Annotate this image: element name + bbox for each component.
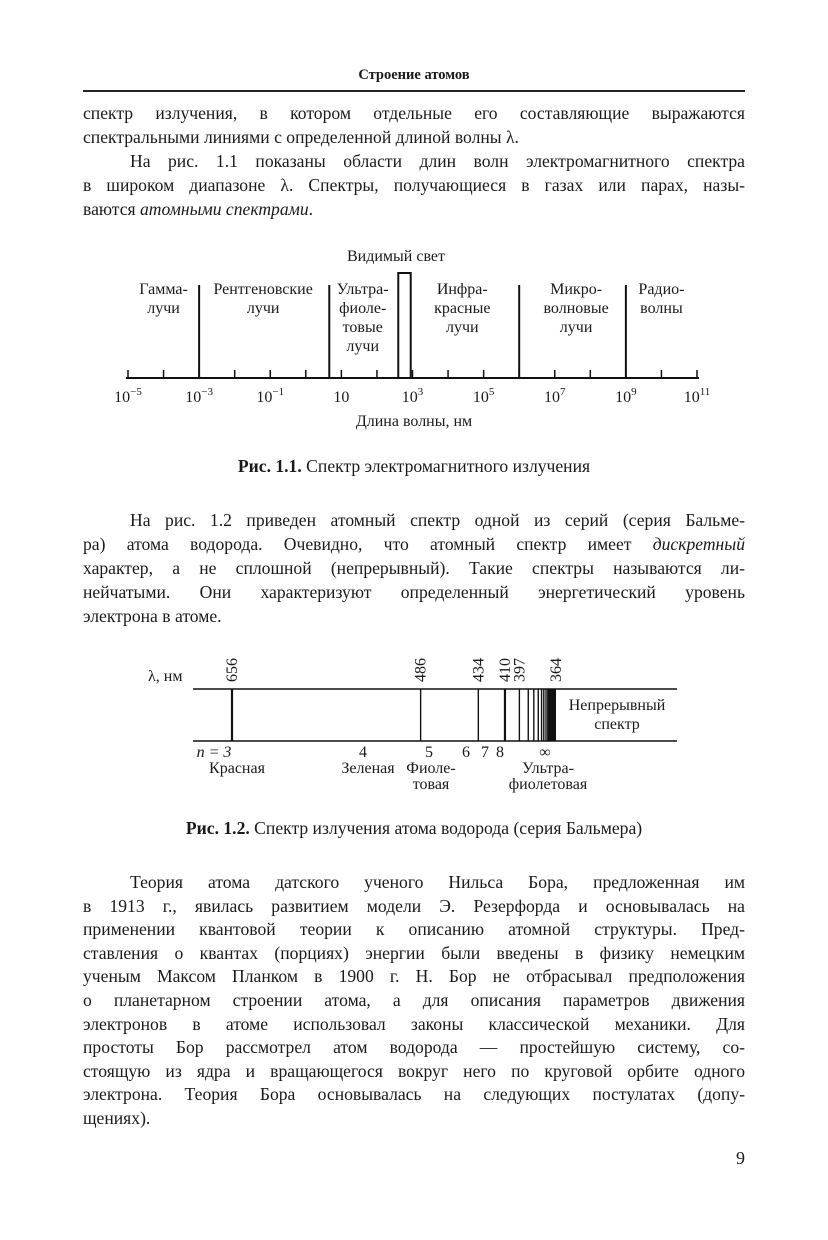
text-line bbox=[83, 989, 745, 1013]
tick-exponent: −3 bbox=[201, 386, 213, 398]
tick-exponent: 9 bbox=[631, 386, 637, 398]
region-label: Рентгеновские bbox=[213, 281, 313, 298]
region-label: лучи bbox=[346, 338, 380, 355]
n-label: 4 bbox=[359, 744, 367, 761]
n-label: 5 bbox=[425, 744, 433, 761]
text-line bbox=[83, 895, 745, 919]
text-segment: нейчатыми. Они характеризуют определенный энергетический уровень bbox=[83, 582, 745, 602]
text-segment: На рис. 1.1 показаны области длин волн электромагнитного спектра bbox=[130, 151, 745, 171]
caption-label: Рис. 1.2. bbox=[185, 818, 250, 838]
text-segment: спектральными линиями с определенной длиной волны λ. bbox=[83, 127, 519, 147]
tick-exponent: 3 bbox=[417, 386, 424, 398]
wavelength-label: 486 bbox=[412, 658, 430, 682]
text-line bbox=[83, 149, 745, 173]
text-line bbox=[83, 871, 745, 895]
tick-label bbox=[256, 386, 284, 406]
n-label: 8 bbox=[496, 744, 504, 761]
paragraph-block-3 bbox=[83, 871, 745, 1131]
wavelength-label: 656 bbox=[224, 658, 241, 682]
tick-base: 10 bbox=[401, 389, 418, 406]
n-label: ∞ bbox=[539, 744, 551, 761]
region-label: лучи bbox=[445, 319, 479, 336]
text-segment: характер, а не сплошной (непрерывный). Такие спектры называются ли- bbox=[83, 558, 745, 578]
axis-label: λ, нм bbox=[148, 668, 183, 685]
color-label: Красная bbox=[209, 760, 265, 777]
visible-light-band bbox=[398, 273, 410, 378]
figure-1-2-balmer-spectrum bbox=[0, 640, 828, 800]
tick-label bbox=[544, 386, 566, 406]
color-label: Ультра- bbox=[522, 760, 574, 777]
tick-base: 10 bbox=[683, 389, 700, 406]
header-rule bbox=[83, 90, 745, 92]
italic-term: атомными спектрами bbox=[140, 199, 309, 219]
text-segment: На рис. 1.2 приведен атомный спектр одной из серий (серия Бальме- bbox=[130, 510, 745, 530]
tick-exponent: 11 bbox=[699, 386, 711, 398]
region-label: лучи bbox=[559, 319, 593, 336]
region-label: Микро- bbox=[550, 281, 603, 298]
paragraph-block-2 bbox=[83, 508, 745, 628]
tick-exponent: 7 bbox=[560, 386, 566, 398]
text-segment: электронов в атоме использовал законы классической механики. Для bbox=[83, 1013, 745, 1034]
continuous-label: Непрерывный bbox=[568, 697, 666, 714]
text-line bbox=[83, 556, 745, 580]
wavelength-label: 397 bbox=[511, 658, 529, 682]
tick-base: 10 bbox=[256, 389, 273, 406]
text-line bbox=[83, 508, 745, 532]
tick-label bbox=[473, 386, 495, 406]
text-segment: электрона в атоме. bbox=[83, 606, 222, 626]
figure-1-1-caption bbox=[83, 456, 745, 477]
continuous-label: спектр bbox=[594, 716, 640, 733]
text-line bbox=[83, 532, 745, 556]
series-limit-band bbox=[547, 689, 556, 741]
italic-term: дискретный bbox=[652, 534, 745, 554]
text-line bbox=[83, 918, 745, 942]
color-label: Зеленая bbox=[341, 760, 395, 777]
text-line bbox=[83, 942, 745, 966]
paragraph-block-1 bbox=[83, 101, 745, 221]
tick-base: 10 bbox=[472, 389, 489, 406]
n-label: n = 3 bbox=[196, 744, 232, 761]
tick-label bbox=[333, 389, 349, 406]
color-label: товая bbox=[412, 776, 450, 793]
region-label: волновые bbox=[543, 300, 609, 317]
region-label: Радио- bbox=[638, 281, 685, 298]
text-line bbox=[83, 1107, 745, 1131]
text-segment: . bbox=[308, 199, 314, 219]
text-segment: применении квантовой теории к описанию атомной структуры. Пред- bbox=[83, 919, 745, 940]
caption-text: Спектр излучения атома водорода (серия Бальмера) bbox=[249, 818, 643, 838]
caption-text: Спектр электромагнитного излучения bbox=[301, 456, 591, 476]
text-line bbox=[83, 1013, 745, 1037]
tick-label bbox=[114, 386, 142, 406]
tick-label bbox=[402, 386, 424, 406]
text-line bbox=[83, 101, 745, 125]
tick-base: 10 bbox=[185, 389, 202, 406]
page-number: 9 bbox=[736, 1148, 745, 1168]
text-segment: ра) атома водорода. Очевидно, что атомный спектр имеет bbox=[83, 534, 653, 554]
text-segment: ваются bbox=[83, 199, 140, 219]
figure-1-1-em-spectrum bbox=[0, 240, 828, 440]
region-label: красные bbox=[434, 300, 491, 317]
n-label: 7 bbox=[481, 744, 489, 761]
n-label: 6 bbox=[462, 744, 470, 761]
region-label: лучи bbox=[246, 300, 280, 317]
running-header: Строение атомов bbox=[358, 67, 470, 83]
tick-base: 10 bbox=[615, 389, 632, 406]
axis-title: Длина волны, нм bbox=[355, 413, 473, 430]
text-segment: в 1913 г., явилась развитием модели Э. Резерфорда и основывалась на bbox=[83, 895, 745, 916]
text-line bbox=[83, 173, 745, 197]
text-line bbox=[83, 1060, 745, 1084]
text-segment: спектр излучения, в котором отдельные его составляющие выражаются bbox=[83, 103, 745, 123]
text-line bbox=[83, 197, 745, 221]
tick-base: 10 bbox=[544, 389, 560, 406]
tick-base: 10 bbox=[333, 389, 350, 406]
region-label: фиоле- bbox=[339, 300, 387, 317]
tick-label bbox=[615, 386, 637, 406]
caption-label: Рис. 1.1. bbox=[237, 456, 302, 476]
region-label: Ультра- bbox=[336, 281, 389, 298]
tick-label bbox=[185, 386, 213, 406]
text-line bbox=[83, 604, 745, 628]
text-line bbox=[83, 1036, 745, 1060]
tick-exponent: 5 bbox=[488, 386, 495, 398]
region-label: товые bbox=[342, 319, 383, 336]
region-label: лучи bbox=[147, 300, 180, 317]
text-segment: электрона. Теория Бора основывалась на следующих постулатах (допу- bbox=[83, 1084, 745, 1105]
text-segment: Теория атома датского ученого Нильса Бора, предложенная им bbox=[130, 872, 745, 892]
tick-exponent: −1 bbox=[272, 386, 285, 398]
wavelength-label: 364 bbox=[548, 658, 565, 682]
text-segment: о планетарном строении атома, а для описания параметров движения bbox=[83, 989, 745, 1010]
text-segment: простоты Бор рассмотрел атом водорода — простейшую систему, со- bbox=[83, 1037, 745, 1058]
text-segment: в широком диапазоне λ. Спектры, получающиеся в газах или парах, назы- bbox=[83, 175, 745, 195]
text-segment: ставления о квантах (порциях) энергии были введены в физику немецким bbox=[83, 942, 745, 963]
text-line bbox=[83, 965, 745, 989]
text-segment: стоящую из ядра и вращающегося вокруг него по круговой орбите одного bbox=[83, 1060, 745, 1081]
figure-1-2-caption bbox=[83, 818, 745, 839]
text-segment: ученым Максом Планком в 1900 г. Н. Бор не отбрасывал предположения bbox=[83, 966, 745, 987]
tick-exponent: −5 bbox=[130, 386, 142, 398]
text-line bbox=[83, 125, 745, 149]
wavelength-label: 410 bbox=[496, 658, 514, 682]
color-label: Фиоле- bbox=[406, 760, 456, 777]
tick-label bbox=[684, 386, 711, 406]
color-label: фиолетовая bbox=[508, 776, 588, 793]
visible-light-label: Видимый свет bbox=[346, 248, 446, 265]
text-line bbox=[83, 1083, 745, 1107]
region-label: волны bbox=[640, 300, 683, 317]
wavelength-label: 434 bbox=[470, 658, 488, 682]
tick-base: 10 bbox=[114, 389, 131, 406]
region-label: Инфра- bbox=[436, 281, 488, 298]
region-label: Гамма- bbox=[139, 281, 188, 298]
text-line bbox=[83, 580, 745, 604]
text-segment: щениях). bbox=[83, 1107, 151, 1128]
